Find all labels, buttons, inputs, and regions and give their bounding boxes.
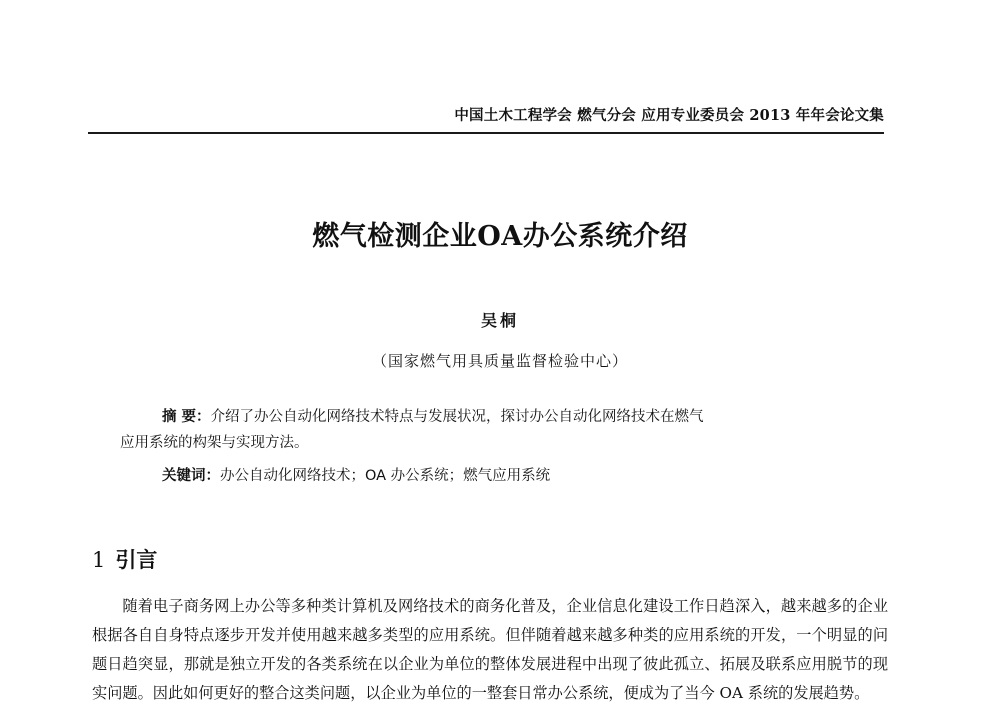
keywords-block: [162, 464, 550, 485]
paper-affiliation: （国家燃气用具质量监督检验中心）: [371, 352, 628, 370]
abstract-text-2: 应用系统的构架与实现方法。: [120, 435, 309, 451]
running-header: [88, 104, 884, 134]
section-title: 引言: [115, 547, 158, 572]
paper-title: 燃气检测企业OA办公系统介绍: [312, 221, 688, 252]
section-heading: [92, 544, 157, 574]
paper-author: 吴桐: [480, 311, 519, 330]
keywords-text: 办公自动化网络技术；OA 办公系统；燃气应用系统: [220, 468, 551, 484]
abstract-line-1: [120, 404, 870, 430]
abstract-block: [120, 404, 870, 456]
abstract-label: 摘 要：: [162, 408, 211, 425]
section-number: 1: [92, 548, 106, 572]
keywords-label: 关键词：: [162, 467, 220, 484]
running-header-text: 中国土木工程学会 燃气分会 应用专业委员会 2013 年年会论文集: [454, 107, 884, 124]
abstract-text-1: 介绍了办公自动化网络技术特点与发展状况，探讨办公自动化网络技术在燃气: [210, 409, 704, 425]
abstract-line-2: [120, 430, 870, 456]
body-paragraph: 随着电子商务网上办公等多种类计算机及网络技术的商务化普及，企业信息化建设工作日趋深入，越来越多的企业根据各自自身特点逐步开发并使用越来越多类型的应用系统。但伴随着越来越多种类的应用系统的开发，一个明显的问题日趋突显，那就是独立开发的各类系统在以企业为单位的整体发展进程中出现了彼此孤立、拓展及联系应用脱节的现实问题。因此如何更好的整合这类问题，以企业为单位的一整套日常办公系统，便成为了当今 OA 系统的发展趋势。: [92, 597, 888, 702]
